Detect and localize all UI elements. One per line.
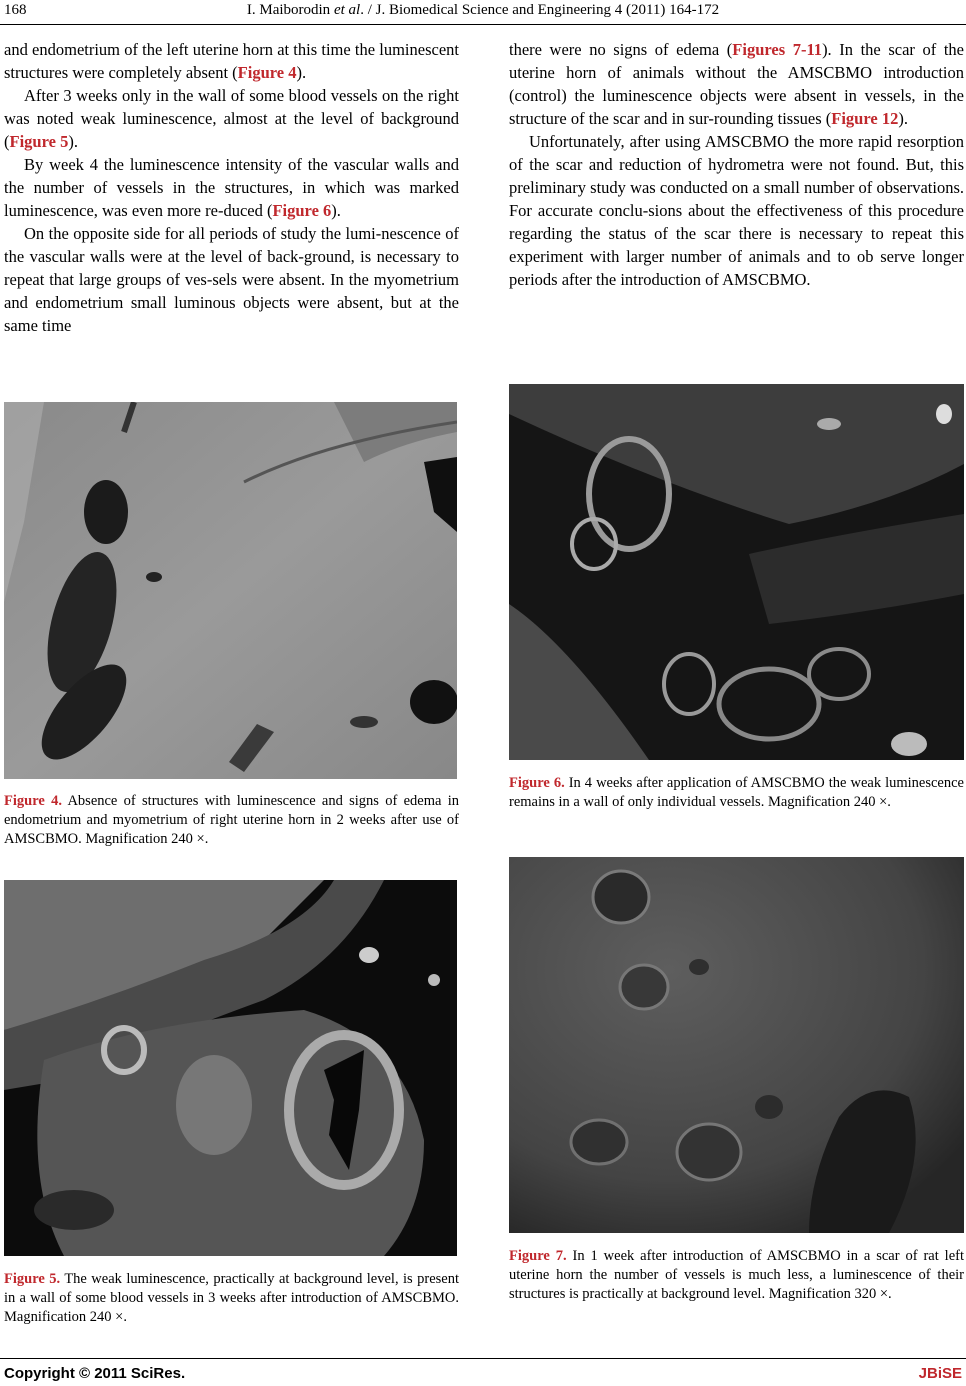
left-paragraph-1: and endometrium of the left uterine horn at this time the luminescent structures were completely absent (Figure 4). (4, 40, 459, 82)
figure-5-caption (4, 1270, 459, 1327)
figure-5-micrograph (4, 880, 457, 1256)
figure-4-micrograph (4, 402, 457, 779)
figure-7-micrograph (509, 857, 964, 1233)
right-paragraph-2: Unfortunately, after using AMSCBMO the more rapid resorption of the scar and reduction of hydrometra were not found. But, this preliminary study was conducted on a small number of observations. For accurate conclu-sions about the effectiveness of this procedure regarding the status of the scar there is necessary to repeat this experiment with larger number of animals and to ob serve longer periods after the introduction of AMSCBMO. (509, 132, 964, 289)
figure-5-caption-text: The weak luminescence, practically at background level, is present in a wall of some blood vessels in 3 weeks after introduction of AMSCBMO. Magnification 240 ×. (4, 1271, 460, 1325)
figure-7-image (509, 857, 964, 1233)
figure-4-caption-text: Absence of structures with luminescence and signs of edema in endometrium and myometrium of right uterine horn in 2 weeks after use of AMSCBMO. Magnification 240 ×. (4, 793, 459, 847)
figure-6-label: Figure 6. (509, 775, 565, 791)
figure-4-label: Figure 4. (4, 793, 62, 809)
figure-6-caption (509, 774, 964, 812)
figure-7-caption (509, 1247, 964, 1304)
figure-5-label: Figure 5. (4, 1271, 61, 1287)
ref-figure-6[interactable]: Figure 6 (272, 201, 332, 220)
running-head-etal: et al (333, 2, 361, 18)
header-rule (0, 24, 966, 25)
left-paragraph-4: On the opposite side for all periods of study the lumi-nescence of the vascular walls were at the level of back-ground, is necessary to repeat that large groups of ves-sels were absent. In the myometrium and endometrium small luminous objects were absent, but at the same time (4, 224, 459, 335)
copyright-notice: Copyright © 2011 SciRes. (4, 1365, 186, 1382)
figure-6-caption-text: In 4 weeks after application of AMSCBMO the weak luminescence remains in a wall of only individual vessels. Magnification 240 ×. (509, 775, 964, 810)
figure-7-caption-text: In 1 week after introduction of AMSCBMO in a scar of rat left uterine horn the number of vessels is much less, a luminescence of their structures is practically at background level. Magnification 320 ×. (509, 1248, 964, 1302)
page-number: 168 (4, 2, 27, 18)
page-header (0, 0, 966, 28)
footer-rule (0, 1358, 966, 1359)
right-paragraph-1: there were no signs of edema (Figures 7-11). In the scar of the uterine horn of animals without the AMSCBMO introduction (control) the luminescence objects were absent in vessels, in the structure of the scar and in sur-rounding tissues (Figure 12). (509, 40, 964, 128)
right-column-text (509, 38, 964, 291)
running-head-citation: . / J. Biomedical Science and Engineering 4 (2011) 164-172 (360, 2, 720, 18)
figure-6-image (509, 384, 964, 760)
figure-6-micrograph (509, 384, 964, 760)
ref-figure-4[interactable]: Figure 4 (237, 63, 297, 82)
figure-4-image (4, 402, 457, 779)
running-head-authors: I. Maiborodin (246, 2, 331, 18)
running-head (0, 2, 966, 19)
journal-abbreviation[interactable]: JBiSE (918, 1365, 962, 1382)
ref-figures-7-11[interactable]: Figures 7-11 (732, 40, 823, 59)
figure-5-image (4, 880, 457, 1256)
page-footer (0, 1358, 966, 1386)
left-paragraph-2: After 3 weeks only in the wall of some blood vessels on the right was noted weak luminescence, almost at the level of background (Figure 5). (4, 86, 459, 151)
ref-figure-12[interactable]: Figure 12 (831, 109, 899, 128)
figure-4-caption (4, 792, 459, 849)
left-paragraph-3: By week 4 the luminescence intensity of the vascular walls and the number of vessels in the structures, in which was marked luminescence, was even more re-duced (Figure 6). (4, 155, 459, 220)
ref-figure-5[interactable]: Figure 5 (9, 132, 69, 151)
figure-7-label: Figure 7. (509, 1248, 567, 1264)
left-column-text (4, 38, 459, 337)
